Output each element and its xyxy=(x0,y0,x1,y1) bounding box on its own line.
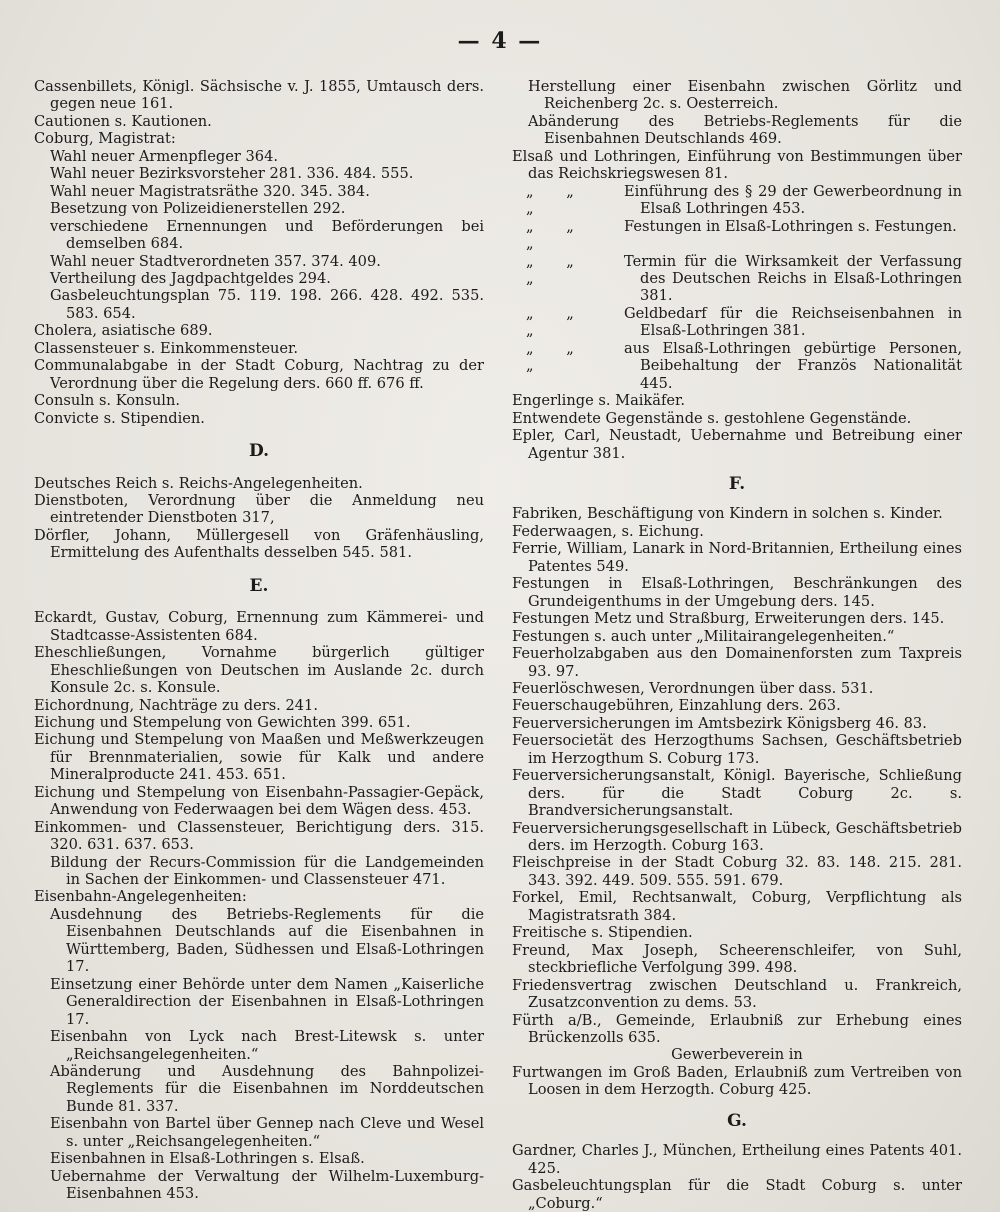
left-column xyxy=(34,78,484,1203)
index-subentry: Eisenbahn von Lyck nach Brest-Litewsk s. unter „Reichsangelegenheiten.“ xyxy=(50,1028,484,1063)
index-entry: Feuerholzabgaben aus den Domainenforsten zum Taxpreis 93. 97. xyxy=(512,645,962,680)
index-entry: Eichung und Stempelung von Gewichten 399. 651. xyxy=(34,713,411,731)
index-subentry: Uebernahme der Verwaltung der Wilhelm-Luxemburg-Eisenbahnen 453. xyxy=(50,1167,484,1203)
ditto-entry-text: Termin für die Wirksamkeit der Verfassung des Deutschen Reichs in Elsaß-Lothringen 381. xyxy=(624,252,962,305)
ditto-entry xyxy=(512,218,962,253)
section-letter-heading: D. xyxy=(248,441,270,462)
ditto-entry xyxy=(512,183,962,218)
index-entry: Feuerversicherungsanstalt, Königl. Bayerische, Schließung ders. für die Stadt Coburg 2c. s. Brandversicherungsanstalt. xyxy=(512,767,962,820)
index-subentry: Besetzung von Polizeidienerstellen 292. xyxy=(50,200,346,218)
index-entry: Feuerlöschwesen, Verordnungen über dass. 531. xyxy=(512,679,874,697)
index-entry: Dienstboten, Verordnung über die Anmeldung neu eintretender Dienstboten 317, xyxy=(34,491,484,527)
index-entry: Gardner, Charles J., München, Ertheilung eines Patents 401. 425. xyxy=(512,1142,962,1177)
index-entry: Deutsches Reich s. Reichs-Angelegenheiten. xyxy=(34,474,363,492)
ditto-entry-text: Festungen in Elsaß-Lothringen s. Festungen. xyxy=(624,217,957,235)
index-entry: Festungen Metz und Straßburg, Erweiterungen ders. 145. xyxy=(512,610,945,628)
index-entry: Communalabgabe in der Stadt Coburg, Nachtrag zu der Verordnung über die Regelung ders. 660 ff. 676 ff. xyxy=(34,357,484,392)
index-entry: Consuln s. Konsuln. xyxy=(34,392,181,410)
index-entry: Feuerversicherungsgesellschaft in Lübeck, Geschäftsbetrieb ders. im Herzogth. Coburg 163. xyxy=(512,819,962,855)
index-entry: Coburg, Magistrat: xyxy=(34,130,176,148)
ditto-entry-text: aus Elsaß-Lothringen gebürtige Personen, Beibehaltung der Französ Nationalität 445. xyxy=(624,339,962,392)
index-subentry: Herstellung einer Eisenbahn zwischen Görlitz und Reichenberg 2c. s. Oesterreich. xyxy=(528,78,962,113)
page-number: — 4 — xyxy=(457,28,543,54)
index-entry: Convicte s. Stipendien. xyxy=(34,409,205,427)
index-entry-fragment: Gewerbeverein in xyxy=(671,1046,803,1064)
index-subentry: Wahl neuer Bezirksvorsteher 281. 336. 484. 555. xyxy=(50,165,414,183)
index-entry: Freund, Max Joseph, Scheerenschleifer, von Suhl, steckbriefliche Verfolgung 399. 498. xyxy=(512,941,962,977)
index-entry: Eckardt, Gustav, Coburg, Ernennung zum Kämmerei- und Stadtcasse-Assistenten 684. xyxy=(34,609,484,644)
index-entry: Elsaß und Lothringen, Einführung von Bestimmungen über das Reichskriegswesen 81. xyxy=(512,147,962,183)
index-subentry: Abänderung und Ausdehnung des Bahnpolizei-Reglements für die Eisenbahnen im Norddeutschen Bunde 81. 337. xyxy=(50,1063,484,1115)
index-entry: Feuersocietät des Herzogthums Sachsen, Geschäftsbetrieb im Herzogthum S. Coburg 173. xyxy=(512,732,962,767)
index-entry: Dörfler, Johann, Müllergesell von Gräfenhäusling, Ermittelung des Aufenthalts desselben 545. 581. xyxy=(34,526,484,562)
right-column xyxy=(512,78,962,1212)
index-entry: Fleischpreise in der Stadt Coburg 32. 83. 148. 215. 281. 343. 392. 449. 509. 555. 591. 679. xyxy=(512,854,962,889)
index-subentry: Abänderung des Betriebs-Reglements für die Eisenbahnen Deutschlands 469. xyxy=(528,112,962,148)
index-entry: Cautionen s. Kautionen. xyxy=(34,112,212,130)
ditto-entry-text: Geldbedarf für die Reichseisenbahnen in Elsaß-Lothringen 381. xyxy=(624,304,962,340)
index-entry: Einkommen- und Classensteuer, Berichtigung ders. 315. 320. 631. 637. 653. xyxy=(34,818,484,854)
index-subentry: Eisenbahn von Bartel über Gennep nach Cleve und Wesel s. unter „Reichsangelegenheiten.“ xyxy=(50,1115,484,1150)
index-entry: Eisenbahn-Angelegenheiten: xyxy=(34,888,247,906)
index-subentry: Bildung der Recurs-Commission für die Landgemeinden in Sachen der Einkommen- und Classensteuer 471. xyxy=(50,853,484,889)
index-entry: Furtwangen im Groß Baden, Erlaubniß zum Vertreiben von Loosen in dem Herzogth. Coburg 425. xyxy=(512,1063,962,1099)
index-entry: Engerlinge s. Maikäfer. xyxy=(512,392,686,410)
ditto-entry xyxy=(512,253,962,305)
ditto-entry xyxy=(512,340,962,392)
section-letter-heading: E. xyxy=(249,575,269,596)
index-subentry: Eisenbahnen in Elsaß-Lothringen s. Elsaß. xyxy=(50,1150,365,1168)
index-entry: Freitische s. Stipendien. xyxy=(512,924,693,942)
index-subentry: Wahl neuer Magistratsräthe 320. 345. 384. xyxy=(50,182,370,200)
ditto-marks: „ „ „ xyxy=(526,339,588,375)
index-entry: Entwendete Gegenstände s. gestohlene Gegenstände. xyxy=(512,409,912,427)
ditto-marks: „ „ „ xyxy=(526,304,588,340)
index-entry: Friedensvertrag zwischen Deutschland u. Frankreich, Zusatzconvention zu dems. 53. xyxy=(512,976,962,1012)
index-entry: Eichung und Stempelung von Eisenbahn-Passagier-Gepäck, Anwendung von Federwaagen bei dem Wägen dess. 453. xyxy=(34,783,484,819)
index-entry: Cassenbillets, Königl. Sächsische v. J. 1855, Umtausch ders. gegen neue 161. xyxy=(34,78,484,113)
index-subentry: verschiedene Ernennungen und Beförderungen bei demselben 684. xyxy=(50,217,484,253)
index-entry: Ferrie, William, Lanark in Nord-Britannien, Ertheilung eines Patentes 549. xyxy=(512,540,962,575)
index-entry: Festungen in Elsaß-Lothringen, Beschränkungen des Grundeigenthums in der Umgebung ders. 145. xyxy=(512,575,962,610)
index-entry: Festungen s. auch unter „Militairangelegenheiten.“ xyxy=(512,627,895,645)
index-entry: Eheschließungen, Vornahme bürgerlich gültiger Eheschließungen von Deutschen im Auslande 2c. durch Konsule 2c. s. Konsule. xyxy=(34,644,484,697)
index-entry: Classensteuer s. Einkommensteuer. xyxy=(34,339,299,357)
index-subentry: Vertheilung des Jagdpachtgeldes 294. xyxy=(50,269,331,287)
index-entry: Epler, Carl, Neustadt, Uebernahme und Betreibung einer Agentur 381. xyxy=(512,427,962,462)
index-entry: Federwaagen, s. Eichung. xyxy=(512,522,704,540)
index-subentry: Ausdehnung des Betriebs-Reglements für die Eisenbahnen Deutschlands auf die Eisenbahnen in Württemberg, Baden, Südhessen und Elsaß-Lothringen 17. xyxy=(50,905,484,976)
index-entry: Fürth a/B., Gemeinde, Erlaubniß zur Erhebung eines Brückenzolls 635. xyxy=(512,1011,962,1047)
section-letter-heading: F. xyxy=(728,473,746,494)
index-entry: Feuerversicherungen im Amtsbezirk Königsberg 46. 83. xyxy=(512,714,927,732)
ditto-entry xyxy=(512,305,962,340)
index-subentry: Gasbeleuchtungsplan 75. 119. 198. 266. 428. 492. 535. 583. 654. xyxy=(50,287,484,322)
index-subentry: Wahl neuer Armenpfleger 364. xyxy=(50,147,279,165)
index-entry: Fabriken, Beschäftigung von Kindern in solchen s. Kinder. xyxy=(512,505,943,523)
index-entry: Forkel, Emil, Rechtsanwalt, Coburg, Verpflichtung als Magistratsrath 384. xyxy=(512,889,962,924)
index-entry: Gasbeleuchtungsplan für die Stadt Coburg s. unter „Coburg.“ xyxy=(512,1177,962,1212)
index-entry: Cholera, asiatische 689. xyxy=(34,322,213,340)
section-letter-heading: G. xyxy=(727,1110,747,1131)
index-entry: Feuerschaugebühren, Einzahlung ders. 263. xyxy=(512,697,841,715)
index-subentry: Wahl neuer Stadtverordneten 357. 374. 409. xyxy=(50,252,381,270)
ditto-entry-text: Einführung des § 29 der Gewerbeordnung in Elsaß Lothringen 453. xyxy=(624,182,962,218)
index-subentry: Einsetzung einer Behörde unter dem Namen „Kaiserliche Generaldirection der Eisenbahnen in Elsaß-Lothringen 17. xyxy=(50,975,484,1028)
index-entry: Eichordnung, Nachträge zu ders. 241. xyxy=(34,696,318,714)
ditto-marks: „ „ „ xyxy=(526,217,588,253)
ditto-marks: „ „ „ xyxy=(526,182,588,218)
index-entry: Eichung und Stempelung von Maaßen und Meßwerkzeugen für Brennmaterialien, sowie für Kalk und andere Mineralproducte 241. 453. 651. xyxy=(34,731,484,784)
ditto-marks: „ „ „ xyxy=(526,252,588,287)
